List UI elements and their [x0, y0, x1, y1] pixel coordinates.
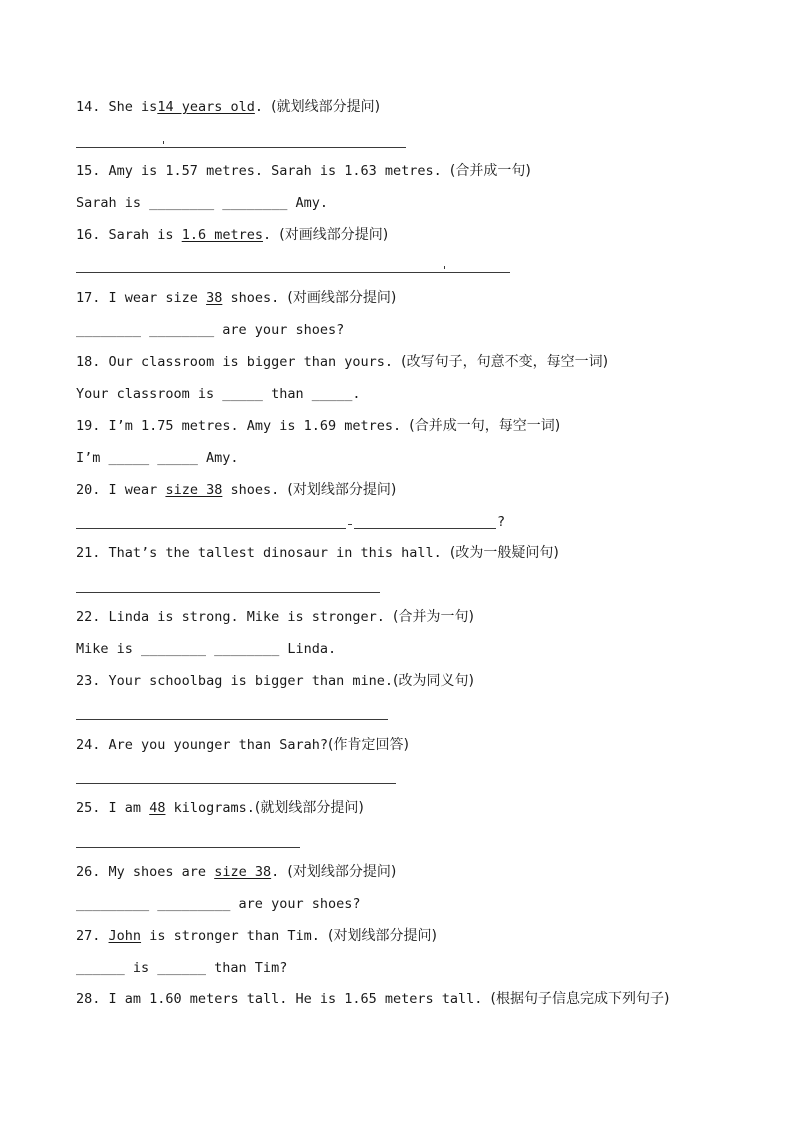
answer-line[interactable] — [76, 783, 396, 784]
instruction: (就划线部分提问) — [271, 99, 381, 115]
underlined-phrase: 14 years old — [157, 99, 255, 115]
underlined-phrase: John — [108, 928, 142, 944]
question-15: 15. Amy is 1.57 metres. Sarah is 1.63 metres. (合并成一句) — [76, 163, 531, 179]
answer-line[interactable] — [76, 719, 388, 720]
question-22: 22. Linda is strong. Mike is stronger. (合并为一句) — [76, 609, 474, 625]
instruction: (对划线部分提问) — [287, 864, 397, 880]
answer-sentence-26[interactable]: _________ _________ are your shoes? — [76, 896, 361, 912]
answer-sentence-27[interactable]: ______ is ______ than Tim? — [76, 960, 288, 976]
instruction: (对画线部分提问) — [287, 290, 397, 306]
instruction: (合并成一句，每空一词) — [409, 418, 561, 434]
question-24: 24. Are you younger than Sarah?(作肯定回答) — [76, 737, 409, 753]
instruction: (就划线部分提问) — [254, 800, 364, 816]
answer-line-separator — [444, 266, 445, 269]
instruction: (对画线部分提问) — [279, 227, 389, 243]
answer-sentence-17[interactable]: ________ ________ are your shoes? — [76, 322, 345, 338]
instruction: (改为一般疑问句) — [449, 545, 559, 561]
instruction: (对划线部分提问) — [328, 928, 437, 944]
instruction: (改写句子，句意不变，每空一词) — [401, 354, 609, 370]
answer-line[interactable] — [76, 272, 510, 273]
question-17: 17. I wear size 38 shoes. (对画线部分提问) — [76, 290, 397, 306]
underlined-phrase: size 38 — [214, 864, 272, 880]
answer-line[interactable] — [76, 847, 300, 848]
question-16: 16. Sarah is 1.6 metres. (对画线部分提问) — [76, 227, 389, 243]
question-23: 23. Your schoolbag is bigger than mine.(改为同义句) — [76, 673, 474, 689]
question-18: 18. Our classroom is bigger than yours. (改写句子，句意不变，每空一词) — [76, 354, 609, 370]
instruction: (根据句子信息完成下列句子) — [490, 991, 670, 1007]
question-19: 19. I’m 1.75 metres. Amy is 1.69 metres. (合并成一句，每空一词) — [76, 418, 561, 434]
instruction: (改为同义句) — [393, 673, 474, 689]
question-26: 26. My shoes are size 38. (对划线部分提问) — [76, 864, 397, 880]
answer-sentence-22[interactable]: Mike is ________ ________ Linda. — [76, 641, 337, 657]
question-14: 14. She is14 years old. (就划线部分提问) — [76, 99, 381, 115]
answer-line-separator — [163, 141, 164, 144]
answer-question-mark: ? — [497, 514, 506, 530]
underlined-phrase: size 38 — [165, 482, 223, 498]
question-25: 25. I am 48 kilograms.(就划线部分提问) — [76, 800, 364, 816]
answer-line[interactable] — [76, 592, 380, 593]
instruction: (对划线部分提问) — [287, 482, 397, 498]
underlined-phrase: 1.6 metres — [181, 227, 263, 243]
answer-line[interactable] — [354, 528, 496, 529]
answer-line[interactable] — [76, 147, 406, 148]
answer-sentence-18[interactable]: Your classroom is _____ than _____. — [76, 386, 361, 402]
answer-line-separator — [348, 524, 352, 525]
underlined-phrase: 38 — [206, 290, 223, 306]
question-21: 21. That’s the tallest dinosaur in this hall. (改为一般疑问句) — [76, 545, 559, 561]
instruction: (作肯定回答) — [327, 737, 409, 753]
answer-sentence-19[interactable]: I’m _____ _____ Amy. — [76, 450, 239, 466]
answer-sentence-15[interactable]: Sarah is ________ ________ Amy. — [76, 195, 328, 211]
question-27: 27. John is stronger than Tim. (对划线部分提问) — [76, 928, 437, 944]
question-28: 28. I am 1.60 meters tall. He is 1.65 meters tall. (根据句子信息完成下列句子) — [76, 991, 670, 1007]
underlined-phrase: 48 — [149, 800, 166, 816]
instruction: (合并成一句) — [449, 163, 531, 179]
question-20: 20. I wear size 38 shoes. (对划线部分提问) — [76, 482, 397, 498]
answer-line[interactable] — [76, 528, 346, 529]
instruction: (合并为一句) — [393, 609, 474, 625]
